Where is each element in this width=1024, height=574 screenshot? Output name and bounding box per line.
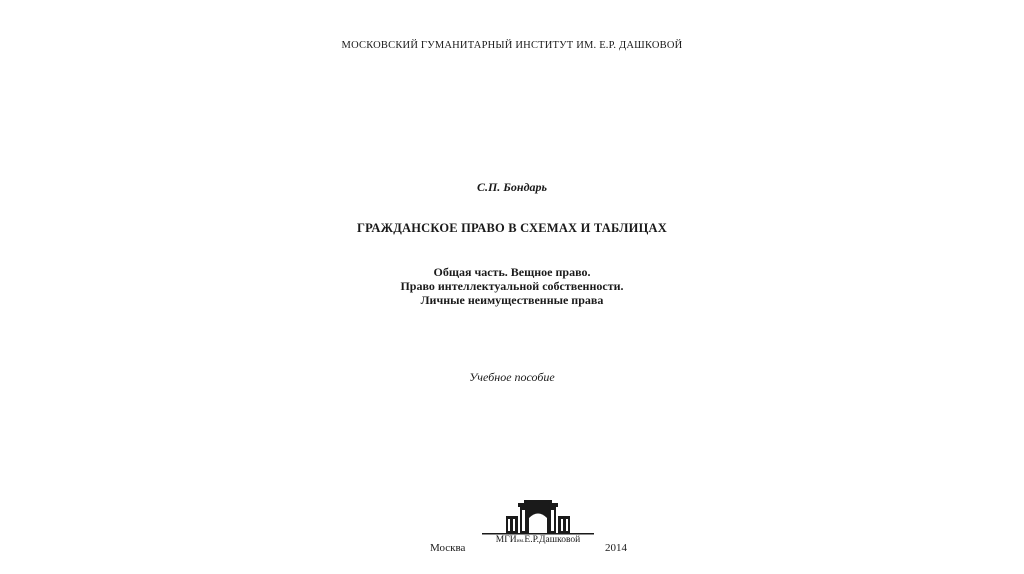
publisher-logo bbox=[478, 498, 598, 554]
subtitle-line: Общая часть. Вещное право. bbox=[433, 265, 591, 279]
institute-name: МОСКОВСКИЙ ГУМАНИТАРНЫЙ ИНСТИТУТ ИМ. Е.Р. ДАШКОВОЙ bbox=[341, 40, 683, 51]
publisher-logo-text: МГИим.Е.Р.Дашковой bbox=[495, 535, 581, 545]
subtitle-line: Личные неимущественные права bbox=[420, 293, 604, 307]
book-author: С.П. Бондарь bbox=[476, 180, 548, 194]
imprint bbox=[0, 498, 1024, 558]
subtitle-line: Право интеллектуальной собственности. bbox=[400, 279, 624, 293]
arch-gate-icon bbox=[478, 498, 598, 538]
publication-year: 2014 bbox=[605, 542, 627, 554]
book-kind: Учебное пособие bbox=[469, 370, 555, 384]
book-title: ГРАЖДАНСКОЕ ПРАВО В СХЕМАХ И ТАБЛИЦАХ bbox=[357, 221, 667, 235]
book-subtitle bbox=[0, 265, 1024, 307]
publication-city: Москва bbox=[430, 542, 466, 554]
